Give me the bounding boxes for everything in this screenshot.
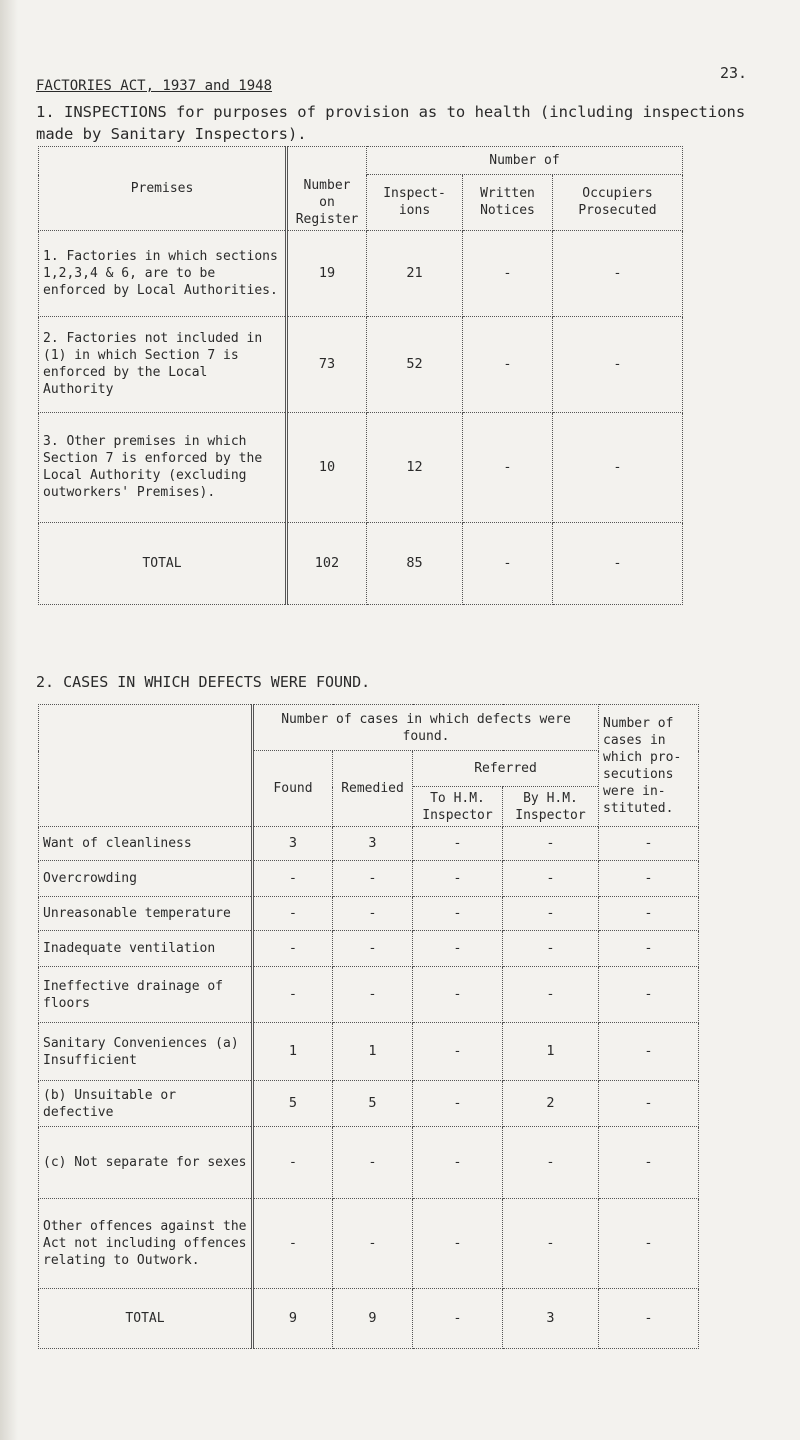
to-hm-header: To H.M. Inspector	[413, 787, 503, 827]
prosecuted-cell: -	[553, 412, 683, 522]
row-label: Ineffective drainage of floors	[39, 967, 253, 1023]
row-label: 1. Factories in which sections 1,2,3,4 & 6, are to be enforced by Local Authorities.	[39, 230, 287, 316]
row-label: 2. Factories not included in (1) in which Section 7 is enforced by the Local Authority	[39, 316, 287, 412]
to-hm-cell: -	[413, 967, 503, 1023]
by-hm-cell: 3	[503, 1289, 599, 1349]
defects-group-header: Number of cases in which defects were found.	[253, 705, 599, 751]
section1-heading: 1. INSPECTIONS for purposes of provision as to health (including inspections made by Sanitary Inspectors).	[36, 103, 746, 143]
by-hm-cell: -	[503, 827, 599, 861]
to-hm-cell: -	[413, 897, 503, 931]
row-label: Sanitary Conveniences (a) Insufficient	[39, 1023, 253, 1081]
found-cell: -	[253, 931, 333, 967]
prosecutions-cell: -	[599, 1289, 699, 1349]
to-hm-cell: -	[413, 1127, 503, 1199]
defects-table	[38, 704, 699, 1349]
register-header: Number on Register	[287, 175, 367, 231]
inspections-cell: 52	[367, 316, 463, 412]
referred-header: Referred	[413, 751, 599, 787]
row-label: 3. Other premises in which Section 7 is enforced by the Local Authority (excluding outworkers' Premises).	[39, 412, 287, 522]
register-cell: 10	[287, 412, 367, 522]
page-edge-shadow	[0, 0, 18, 1440]
found-cell: -	[253, 897, 333, 931]
row-label: (c) Not separate for sexes	[39, 1127, 253, 1199]
remedied-cell: -	[333, 931, 413, 967]
section2-heading: 2. CASES IN WHICH DEFECTS WERE FOUND.	[36, 673, 371, 691]
by-hm-cell: 2	[503, 1081, 599, 1127]
prosecutions-cell: -	[599, 897, 699, 931]
found-cell: -	[253, 861, 333, 897]
notices-cell: -	[463, 412, 553, 522]
row-label: Other offences against the Act not including offences relating to Outwork.	[39, 1199, 253, 1289]
register-cell: 73	[287, 316, 367, 412]
remedied-header: Remedied	[333, 751, 413, 827]
table-row	[39, 1127, 699, 1199]
inspections-cell: 85	[367, 522, 463, 604]
register-cell: 102	[287, 522, 367, 604]
prosecutions-cell: -	[599, 1127, 699, 1199]
prosecuted-header: Occupiers Prosecuted	[553, 175, 683, 231]
by-hm-cell: -	[503, 931, 599, 967]
prosecutions-cell: -	[599, 1023, 699, 1081]
to-hm-cell: -	[413, 1081, 503, 1127]
table-row	[39, 931, 699, 967]
register-cell: 19	[287, 230, 367, 316]
inspections-cell: 12	[367, 412, 463, 522]
number-of-header: Number of	[367, 147, 683, 175]
total-row	[39, 522, 683, 604]
to-hm-cell: -	[413, 1289, 503, 1349]
row-label: Inadequate ventilation	[39, 931, 253, 967]
prosecutions-header: Number of cases in which pro- secutions were in- stituted.	[599, 705, 699, 827]
total-label: TOTAL	[39, 1289, 253, 1349]
to-hm-cell: -	[413, 1199, 503, 1289]
page-number: 23.	[720, 64, 748, 82]
row-label: Overcrowding	[39, 861, 253, 897]
remedied-cell: -	[333, 1127, 413, 1199]
by-hm-cell: -	[503, 897, 599, 931]
prosecuted-cell: -	[553, 522, 683, 604]
total-row	[39, 1289, 699, 1349]
table-row	[39, 897, 699, 931]
act-title: FACTORIES ACT, 1937 and 1948	[36, 78, 273, 94]
notices-cell: -	[463, 522, 553, 604]
table-row	[39, 412, 683, 522]
inspections-cell: 21	[367, 230, 463, 316]
premises-header: Premises	[39, 147, 287, 231]
table-row	[39, 827, 699, 861]
to-hm-cell: -	[413, 931, 503, 967]
found-cell: -	[253, 1199, 333, 1289]
to-hm-cell: -	[413, 827, 503, 861]
remedied-cell: 9	[333, 1289, 413, 1349]
found-cell: 1	[253, 1023, 333, 1081]
prosecutions-cell: -	[599, 1081, 699, 1127]
prosecutions-cell: -	[599, 967, 699, 1023]
row-label: Unreasonable temperature	[39, 897, 253, 931]
remedied-cell: -	[333, 1199, 413, 1289]
notices-cell: -	[463, 316, 553, 412]
remedied-cell: -	[333, 861, 413, 897]
prosecutions-cell: -	[599, 827, 699, 861]
found-cell: 9	[253, 1289, 333, 1349]
found-header: Found	[253, 751, 333, 827]
notices-cell: -	[463, 230, 553, 316]
prosecutions-cell: -	[599, 1199, 699, 1289]
table-row	[39, 967, 699, 1023]
found-cell: 5	[253, 1081, 333, 1127]
to-hm-cell: -	[413, 861, 503, 897]
inspections-table	[38, 146, 683, 605]
table-row	[39, 316, 683, 412]
prosecutions-cell: -	[599, 931, 699, 967]
prosecuted-cell: -	[553, 230, 683, 316]
row-label: (b) Unsuitable or defective	[39, 1081, 253, 1127]
table-row	[39, 1081, 699, 1127]
remedied-cell: 3	[333, 827, 413, 861]
total-label: TOTAL	[39, 522, 287, 604]
remedied-cell: 1	[333, 1023, 413, 1081]
remedied-cell: 5	[333, 1081, 413, 1127]
by-hm-cell: -	[503, 1127, 599, 1199]
table-row	[39, 1023, 699, 1081]
table-row	[39, 861, 699, 897]
notices-header: Written Notices	[463, 175, 553, 231]
remedied-cell: -	[333, 967, 413, 1023]
by-hm-cell: -	[503, 861, 599, 897]
remedied-cell: -	[333, 897, 413, 931]
by-hm-cell: -	[503, 967, 599, 1023]
row-label: Want of cleanliness	[39, 827, 253, 861]
inspections-header: Inspect- ions	[367, 175, 463, 231]
table-row	[39, 230, 683, 316]
table-row	[39, 1199, 699, 1289]
prosecutions-cell: -	[599, 861, 699, 897]
by-hm-header: By H.M. Inspector	[503, 787, 599, 827]
found-cell: -	[253, 1127, 333, 1199]
prosecuted-cell: -	[553, 316, 683, 412]
found-cell: 3	[253, 827, 333, 861]
by-hm-cell: -	[503, 1199, 599, 1289]
to-hm-cell: -	[413, 1023, 503, 1081]
by-hm-cell: 1	[503, 1023, 599, 1081]
found-cell: -	[253, 967, 333, 1023]
